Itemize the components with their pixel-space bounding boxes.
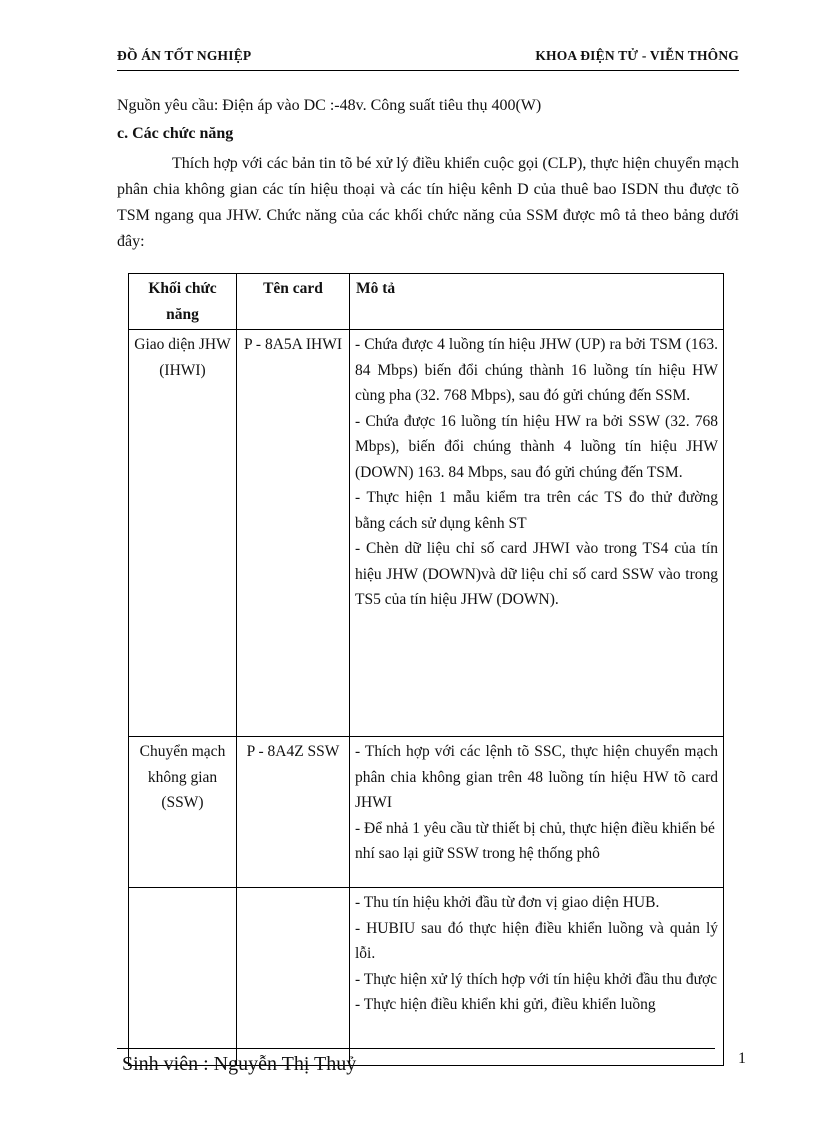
header-divider xyxy=(117,70,739,71)
block-cell: Chuyển mạch không gian (SSW) xyxy=(129,737,237,888)
header-card: Tên card xyxy=(237,274,350,330)
function-table xyxy=(128,273,724,1066)
table-row xyxy=(129,737,724,888)
page-header xyxy=(117,48,739,68)
description-item: - Chứa được 16 luồng tín hiệu HW ra bởi SSW (32. 768 Mbps), biến đổi chúng thành 4 luồng tín hiệu JHW (DOWN) 163. 84 Mbps, sau đó gửi chúng đến TSM. xyxy=(355,412,718,481)
card-cell: P - 8A4Z SSW xyxy=(237,737,350,888)
header-right-title: KHOA ĐIỆN TỬ - VIỄN THÔNG xyxy=(535,48,739,63)
header-description: Mô tả xyxy=(350,274,724,330)
description-item: - Thực hiện điều khiển khi gửi, điều khiển luồng xyxy=(355,996,656,1013)
power-requirement-line: Nguồn yêu cầu: Điện áp vào DC :-48v. Công suất tiêu thụ 400(W) xyxy=(117,97,542,114)
table-row xyxy=(129,888,724,1066)
description-item: - Để nhả 1 yêu cầu từ thiết bị chủ, thực hiện điều khiển bé nhí sao lại giữ SSW trong hệ thống phô xyxy=(355,819,715,862)
description-item: - Chứa được 4 luồng tín hiệu JHW (UP) ra bởi TSM (163. 84 Mbps) biến đổi chúng thành 16 luồng tín hiệu HW cùng pha (32. 768 Mbps), sau đó gửi chúng đến SSM. xyxy=(355,336,718,404)
description-item: - Thích hợp với các lệnh tõ SSC, thực hiện chuyển mạch phân chia không gian trên 48 luồng tín hiệu HW tõ card JHWI xyxy=(355,743,718,811)
description-item: - Chèn dữ liệu chỉ số card JHWI vào trong TS4 của tín hiệu JHW (DOWN)và dữ liệu chỉ số card SSW vào trong TS5 của tín hiệu JHW (DOWN). xyxy=(355,540,718,608)
description-item: - HUBIU sau đó thực hiện điều khiển luồng và quản lý lỗi. xyxy=(355,919,718,962)
page-number: 1 xyxy=(738,1050,746,1067)
description-cell xyxy=(350,737,724,888)
table-header-row xyxy=(129,274,724,330)
table-row xyxy=(129,330,724,737)
card-cell xyxy=(237,888,350,1066)
description-cell xyxy=(350,330,724,737)
block-cell xyxy=(129,888,237,1066)
section-heading: c. Các chức năng xyxy=(117,125,234,142)
card-cell: P - 8A5A IHWI xyxy=(237,330,350,737)
description-cell xyxy=(350,888,724,1066)
header-block: Khối chức năng xyxy=(129,274,237,330)
description-item: - Thực hiện xử lý thích hợp với tín hiệu khởi đầu thu được xyxy=(355,970,718,988)
description-item: - Thực hiện 1 mẫu kiểm tra trên các TS đo thử đường bằng cách sử dụng kênh ST xyxy=(355,489,718,532)
description-item: - Thu tín hiệu khởi đầu từ đơn vị giao diện HUB. xyxy=(355,894,660,911)
block-cell: Giao diện JHW (IHWI) xyxy=(129,330,237,737)
intro-paragraph: Thích hợp với các bản tin tõ bé xử lý điều khiển cuộc gọi (CLP), thực hiện chuyển mạch phân chia không gian các tín hiệu thoại và các tín hiệu kênh D của thuê bao ISDN thu được tõ TSM ngang qua JHW. Chức năng của các khối chức năng của SSM được mô tả theo bảng dưới đây: xyxy=(117,155,740,250)
footer-student-name: Sinh viên : Nguyễn Thị Thuỷ xyxy=(122,1053,357,1075)
header-left-title: ĐỒ ÁN TỐT NGHIỆP xyxy=(117,48,252,63)
footer-divider xyxy=(117,1048,715,1049)
